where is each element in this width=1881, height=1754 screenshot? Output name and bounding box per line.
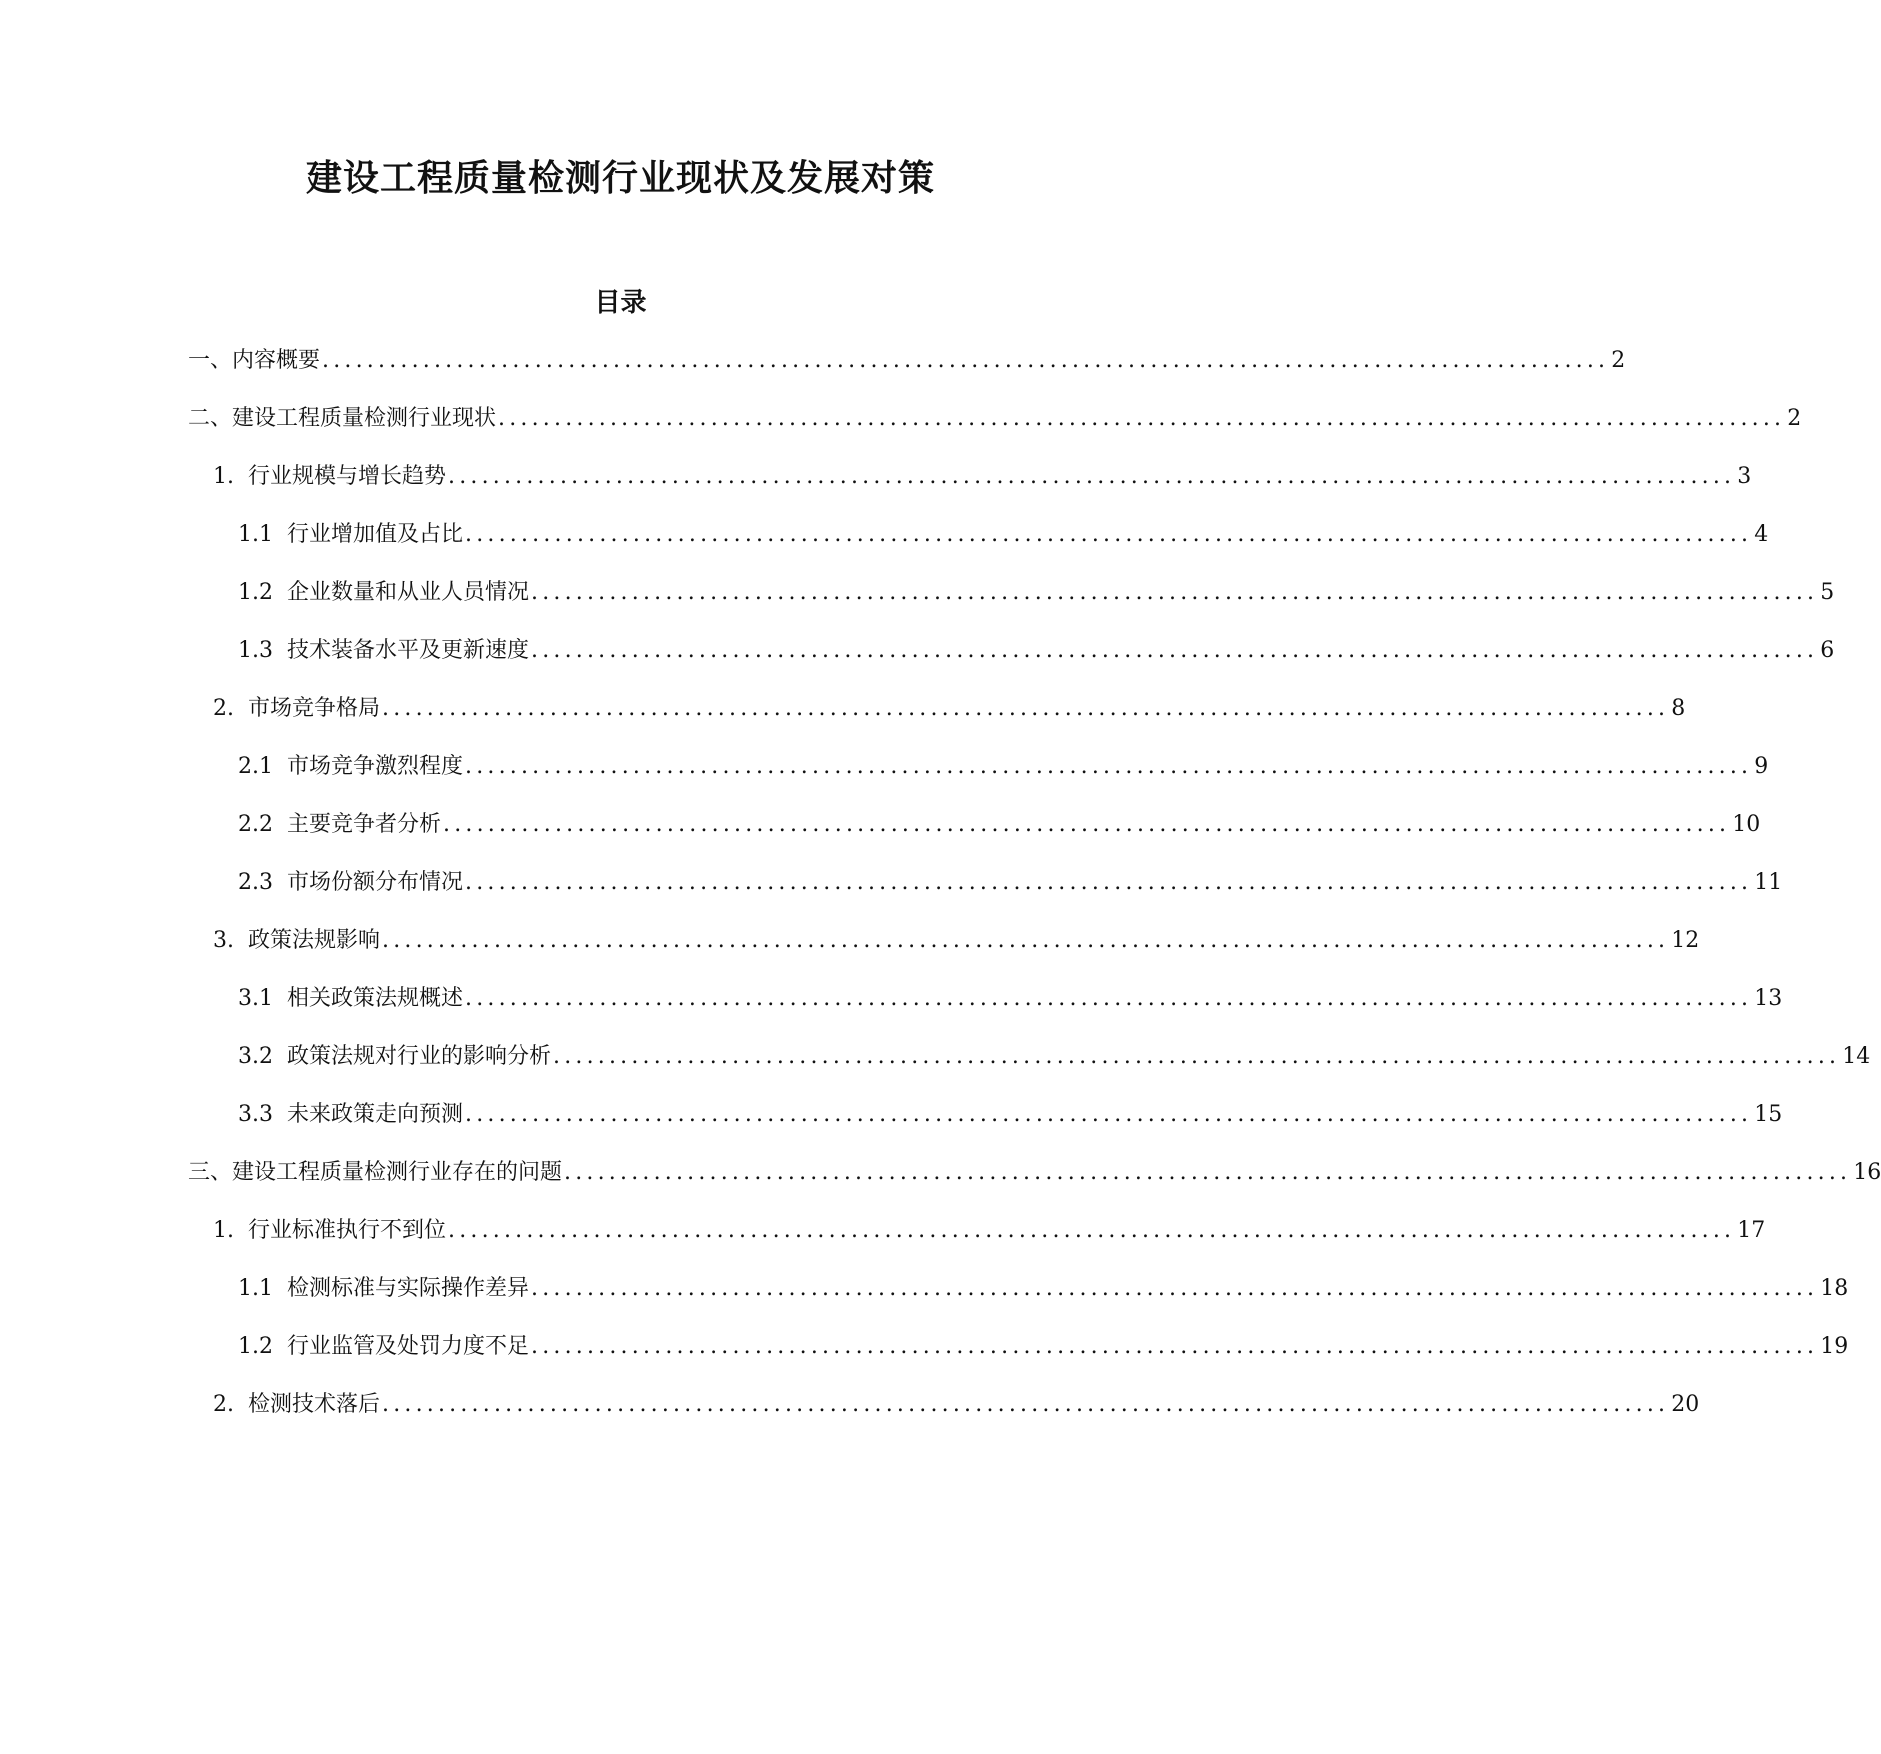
toc-entry[interactable] <box>238 634 1835 668</box>
toc-entry-number: 1.3 <box>238 638 273 663</box>
toc-entry[interactable] <box>238 1272 1849 1306</box>
toc-page-number: 8 <box>1671 696 1686 721</box>
toc-page-number: 10 <box>1732 812 1761 837</box>
toc-page-number: 15 <box>1754 1102 1783 1127</box>
toc-entry-text: 内容概要 <box>232 348 321 373</box>
toc-entry-text: 相关政策法规概述 <box>287 986 464 1011</box>
toc-page-number: 16 <box>1853 1160 1881 1185</box>
toc-entry-number: 3. <box>213 928 234 953</box>
toc-entry[interactable] <box>213 460 1752 494</box>
toc-entry[interactable] <box>238 982 1783 1016</box>
toc-leader-dots: ................................................................................................................... <box>448 464 1736 489</box>
toc-leader-dots: ................................................................................................................... <box>322 348 1610 373</box>
toc-entry[interactable] <box>238 1040 1871 1074</box>
toc-entry[interactable] <box>238 808 1761 842</box>
toc-entry-number: 3.2 <box>238 1044 273 1069</box>
toc-entry-number: 2. <box>213 696 234 721</box>
toc-page-number: 2 <box>1611 348 1626 373</box>
toc-entry-text: 检测标准与实际操作差异 <box>287 1276 530 1301</box>
toc-page-number: 20 <box>1671 1392 1700 1417</box>
toc-entry[interactable] <box>238 866 1783 900</box>
toc-entry-text: 企业数量和从业人员情况 <box>287 580 530 605</box>
toc-entry-number: 2.2 <box>238 812 273 837</box>
toc-entry-number: 1.2 <box>238 1334 273 1359</box>
toc-page-number: 9 <box>1754 754 1769 779</box>
toc-entry-number: 一、 <box>188 348 233 373</box>
toc-leader-dots: ................................................................................................................... <box>465 870 1753 895</box>
toc-entry-number: 3.3 <box>238 1102 273 1127</box>
toc-entry[interactable] <box>238 1330 1849 1364</box>
toc-leader-dots: ................................................................................................................... <box>465 1102 1753 1127</box>
toc-leader-dots: ................................................................................................................... <box>443 812 1731 837</box>
toc-entry[interactable] <box>238 576 1835 610</box>
toc-entry-text: 政策法规影响 <box>248 928 381 953</box>
toc-entry-text: 市场竞争激烈程度 <box>287 754 464 779</box>
toc-leader-dots: ................................................................................................................... <box>382 696 1670 721</box>
toc-page-number: 19 <box>1820 1334 1849 1359</box>
toc-entry-text: 建设工程质量检测行业现状 <box>232 406 497 431</box>
toc-entry[interactable] <box>188 344 1626 378</box>
toc-leader-dots: ................................................................................................................... <box>498 406 1786 431</box>
toc-entry[interactable] <box>213 1388 1700 1422</box>
toc-entry-number: 1. <box>213 1218 234 1243</box>
toc-page-number: 5 <box>1820 580 1835 605</box>
toc-page-number: 17 <box>1737 1218 1766 1243</box>
toc-entry-number: 2.3 <box>238 870 273 895</box>
toc-heading: 目录 <box>594 288 647 318</box>
toc-leader-dots: ................................................................................................................... <box>465 522 1753 547</box>
toc-entry-number: 3.1 <box>238 986 273 1011</box>
toc-page-number: 18 <box>1820 1276 1849 1301</box>
toc-entry-text: 行业增加值及占比 <box>287 522 464 547</box>
toc-entry-text: 未来政策走向预测 <box>287 1102 464 1127</box>
toc-page-number: 6 <box>1820 638 1835 663</box>
document-title: 建设工程质量检测行业现状及发展对策 <box>305 157 935 199</box>
toc-entry-text: 建设工程质量检测行业存在的问题 <box>232 1160 563 1185</box>
toc-entry-text: 行业规模与增长趋势 <box>248 464 447 489</box>
toc-leader-dots: ................................................................................................................... <box>531 1334 1819 1359</box>
toc-entry-number: 1.1 <box>238 522 273 547</box>
toc-page-number: 13 <box>1754 986 1783 1011</box>
toc-leader-dots: ................................................................................................................... <box>465 754 1753 779</box>
toc-entry-text: 主要竞争者分析 <box>287 812 442 837</box>
toc-entry-number: 1.1 <box>238 1276 273 1301</box>
toc-page-number: 11 <box>1754 870 1783 895</box>
toc-entry[interactable] <box>238 1098 1783 1132</box>
toc-entry-text: 技术装备水平及更新速度 <box>287 638 530 663</box>
toc-leader-dots: ................................................................................................................... <box>531 1276 1819 1301</box>
toc-page-number: 4 <box>1754 522 1769 547</box>
toc-entry-number: 1. <box>213 464 234 489</box>
toc-entry-number: 2. <box>213 1392 234 1417</box>
toc-entry-number: 二、 <box>188 406 233 431</box>
toc-page-number: 2 <box>1787 406 1802 431</box>
toc-entry-text: 行业监管及处罚力度不足 <box>287 1334 530 1359</box>
toc-entry-number: 2.1 <box>238 754 273 779</box>
toc-entry[interactable] <box>188 402 1802 436</box>
toc-entry[interactable] <box>213 1214 1766 1248</box>
toc-entry[interactable] <box>188 1156 1881 1190</box>
toc-entry-number: 1.2 <box>238 580 273 605</box>
toc-page-number: 3 <box>1737 464 1752 489</box>
toc-entry-number: 三、 <box>188 1160 233 1185</box>
toc-leader-dots: ................................................................................................................... <box>564 1160 1852 1185</box>
toc-page-number: 12 <box>1671 928 1700 953</box>
toc-entry-text: 市场竞争格局 <box>248 696 381 721</box>
toc-entry-text: 政策法规对行业的影响分析 <box>287 1044 552 1069</box>
toc-entry-text: 检测技术落后 <box>248 1392 381 1417</box>
toc-leader-dots: ................................................................................................................... <box>553 1044 1841 1069</box>
toc-page-number: 14 <box>1842 1044 1871 1069</box>
toc-entry[interactable] <box>238 750 1769 784</box>
toc-entry[interactable] <box>213 692 1686 726</box>
toc-leader-dots: ................................................................................................................... <box>531 638 1819 663</box>
toc-leader-dots: ................................................................................................................... <box>382 1392 1670 1417</box>
toc-leader-dots: ................................................................................................................... <box>465 986 1753 1011</box>
toc-leader-dots: ................................................................................................................... <box>531 580 1819 605</box>
toc-entry[interactable] <box>213 924 1700 958</box>
toc-entry-text: 市场份额分布情况 <box>287 870 464 895</box>
toc-leader-dots: ................................................................................................................... <box>448 1218 1736 1243</box>
toc-entry-text: 行业标准执行不到位 <box>248 1218 447 1243</box>
toc-leader-dots: ................................................................................................................... <box>382 928 1670 953</box>
toc-entry[interactable] <box>238 518 1769 552</box>
